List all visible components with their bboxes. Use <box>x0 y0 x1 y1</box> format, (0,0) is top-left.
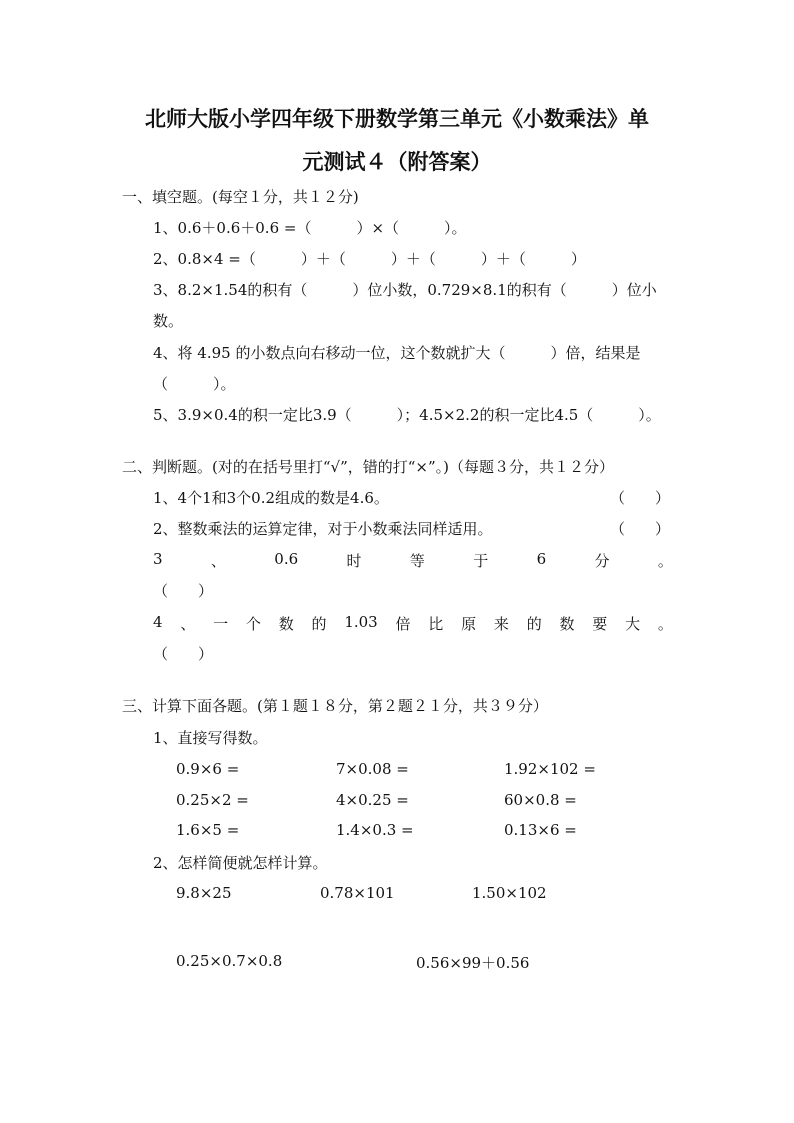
judge-q3-token: 分 <box>594 552 610 570</box>
judge-q3-token: 等 <box>409 552 425 570</box>
fill-question-2: 2、0.8×4 =（ ）＋（ ）＋（ ）＋（ ） <box>153 250 586 268</box>
judge-q3-token: 时 <box>346 552 362 570</box>
judge-q3-token: 。 <box>657 552 673 570</box>
judge-q4-token: 的 <box>311 615 327 633</box>
document-title-line-2: 元测试４（附答案） <box>302 149 492 174</box>
judge-q4-token: 4 <box>153 613 163 631</box>
fill-question-4-line-1: 4、将 4.95 的小数点向右移动一位，这个数就扩大（ ）倍，结果是 <box>153 344 641 362</box>
judge-answer-paren-1: （ ） <box>610 489 671 507</box>
calc-subheading-1: 1、直接写得数。 <box>153 729 268 747</box>
judge-q4-token: 数 <box>559 615 575 633</box>
fill-question-5: 5、3.9×0.4的积一定比3.9（ ）；4.5×2.2的积一定比4.5（ ）。 <box>153 406 661 424</box>
simplify-item: 9.8×25 <box>176 884 232 902</box>
judge-answer-paren-2: （ ） <box>610 520 671 538</box>
judge-q3-token: 6 <box>536 550 547 568</box>
simplify-item: 0.56×99＋0.56 <box>416 954 530 972</box>
judge-q3-token: 3 <box>153 550 163 568</box>
judge-answer-paren-3: （ ） <box>153 582 214 600</box>
judge-q4-token: 原 <box>461 615 477 633</box>
judge-q3-token: 、 <box>210 552 226 570</box>
fill-question-1: 1、0.6＋0.6＋0.6 =（ ）×（ ）。 <box>153 219 467 237</box>
calc-subheading-2: 2、怎样简便就怎样计算。 <box>153 854 328 872</box>
calc-item: 1.92×102 = <box>504 760 596 778</box>
judge-q4-token: 要 <box>592 615 608 633</box>
judge-q4-token: 来 <box>493 615 509 633</box>
judge-q4-token: 的 <box>526 615 542 633</box>
judge-q4-token: 。 <box>657 615 673 633</box>
judge-question-2: 2、整数乘法的运算定律，对于小数乘法同样适用。 <box>153 520 493 538</box>
judge-answer-paren-4: （ ） <box>153 645 214 663</box>
judge-q4-token: 数 <box>278 615 294 633</box>
calc-item: 0.25×2 = <box>176 791 249 809</box>
calc-item: 0.13×6 = <box>504 821 577 839</box>
judge-q4-token: 、 <box>180 615 196 633</box>
judge-q4-token: 一 <box>213 615 229 633</box>
calc-item: 1.6×5 = <box>176 821 240 839</box>
calc-item: 1.4×0.3 = <box>336 821 414 839</box>
simplify-item: 1.50×102 <box>472 884 547 902</box>
document-title-line-1: 北师大版小学四年级下册数学第三单元《小数乘法》单 <box>145 106 649 131</box>
simplify-item: 0.78×101 <box>320 884 395 902</box>
judge-q3-token: 于 <box>473 552 489 570</box>
judge-question-4 <box>153 613 673 634</box>
fill-question-3-line-2: 数。 <box>153 312 184 330</box>
judge-q4-token: 个 <box>245 615 261 633</box>
calc-item: 60×0.8 = <box>504 791 577 809</box>
judge-q4-token: 比 <box>428 615 444 633</box>
judge-question-1: 1、4个1和3个0.2组成的数是4.6。 <box>153 489 389 507</box>
section-3-heading: 三、计算下面各题。(第１题１８分，第２题２１分，共３９分） <box>122 697 548 715</box>
fill-question-3-line-1: 3、8.2×1.54的积有（ ）位小数，0.729×8.1的积有（ ）位小 <box>153 281 657 299</box>
judge-q4-token: 1.03 <box>344 613 378 631</box>
calc-item: 7×0.08 = <box>336 760 409 778</box>
fill-question-4-line-2: （ ）。 <box>153 375 236 393</box>
simplify-item: 0.25×0.7×0.8 <box>176 952 283 970</box>
section-2-heading: 二、判断题。(对的在括号里打“√”，错的打“×”。)（每题３分，共１２分） <box>122 458 615 476</box>
judge-q4-token: 倍 <box>395 615 411 633</box>
section-1-heading: 一、填空题。(每空１分，共１２分) <box>122 188 359 206</box>
judge-q3-token: 0.6 <box>274 550 299 568</box>
judge-question-3 <box>153 550 673 571</box>
calc-item: 4×0.25 = <box>336 791 409 809</box>
calc-item: 0.9×6 = <box>176 760 240 778</box>
judge-q4-token: 大 <box>625 615 641 633</box>
